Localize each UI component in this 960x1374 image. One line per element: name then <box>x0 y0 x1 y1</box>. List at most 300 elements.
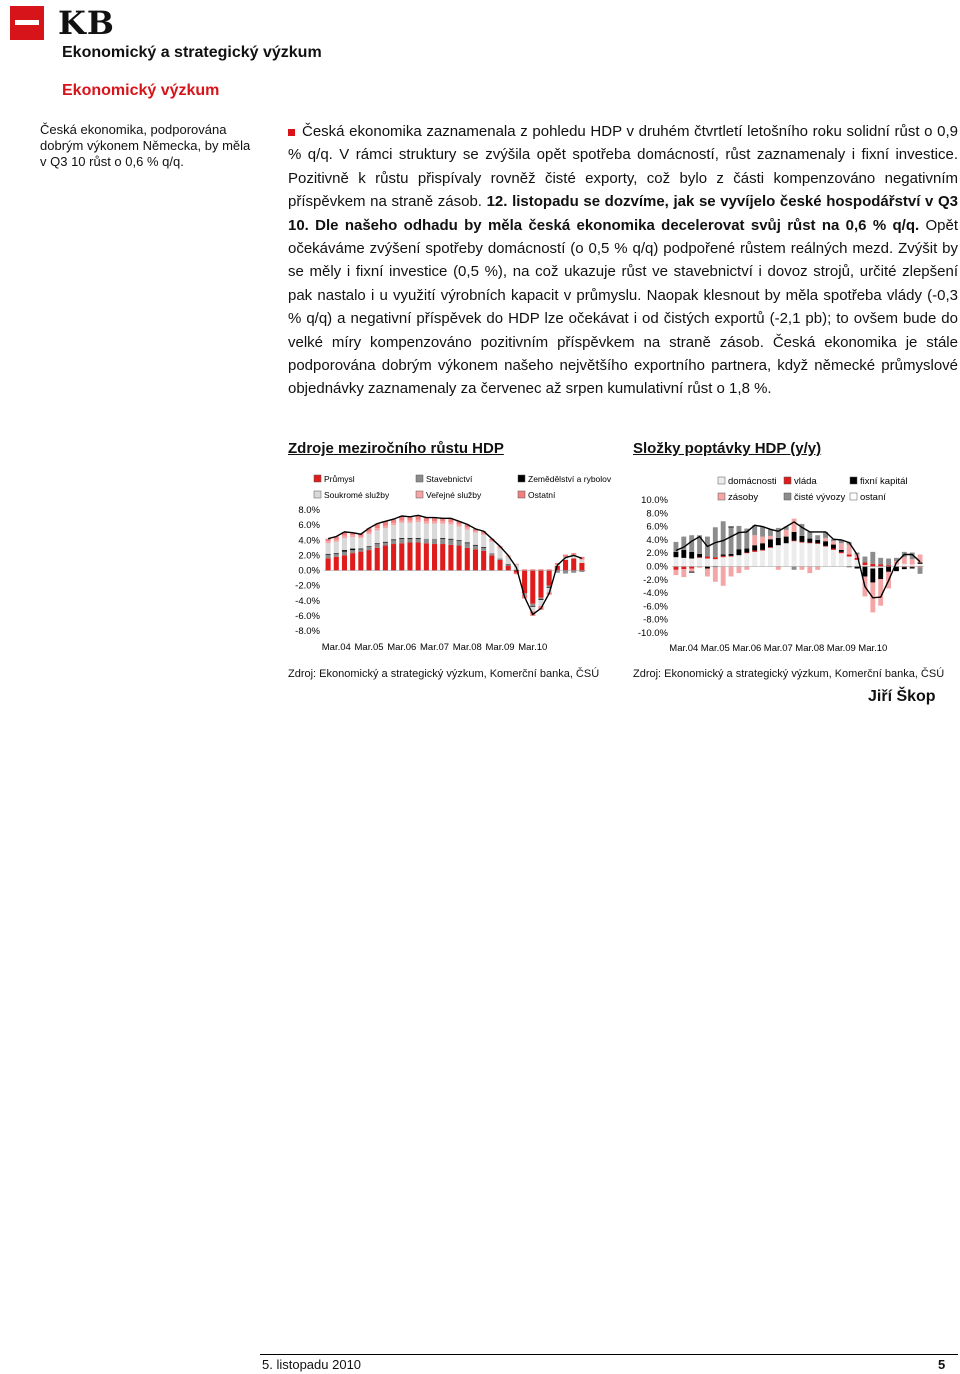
bar-segment <box>481 551 486 571</box>
bar-segment <box>407 521 412 523</box>
bar-segment <box>375 528 380 530</box>
bar-segment <box>547 571 552 586</box>
bar-segment <box>326 555 331 559</box>
bar-segment <box>705 568 710 576</box>
y-tick-label: -8.0% <box>643 614 668 626</box>
bar-segment <box>465 530 470 543</box>
bar-segment <box>760 537 765 544</box>
bar-segment <box>506 566 511 571</box>
bar-segment <box>448 545 453 571</box>
bar-segment <box>721 556 726 557</box>
bar-segment <box>563 560 568 571</box>
legend-swatch-2 <box>850 477 857 484</box>
bar-segment <box>862 563 867 566</box>
bar-segment <box>497 560 502 571</box>
bar-segment <box>432 539 437 544</box>
bar-segment <box>870 568 875 582</box>
side-summary: Česká ekonomika, podporována dobrým výkonem Německa, by měla v Q3 10 růst o 0,6 % q/q. <box>40 122 251 169</box>
bar-segment <box>407 538 412 539</box>
x-tick-label: Mar.09 <box>485 642 515 653</box>
gdp-line <box>328 515 582 614</box>
legend-label-5: ostaní <box>860 492 886 503</box>
bar-segment <box>334 554 339 557</box>
bar-segment <box>457 527 462 541</box>
bar-segment <box>391 544 396 570</box>
chart1-title: Zdroje meziročního růstu HDP <box>288 440 504 457</box>
bar-segment <box>736 526 741 549</box>
bar-segment <box>760 527 765 537</box>
x-tick-label: Mar.04 <box>669 643 699 654</box>
bar-segment <box>407 523 412 538</box>
bar-segment <box>697 557 702 558</box>
bar-segment <box>729 556 734 557</box>
x-tick-label: Mar.08 <box>795 643 825 654</box>
bar-segment <box>465 527 470 529</box>
bar-segment <box>736 567 741 574</box>
bar-segment <box>918 567 923 574</box>
x-tick-label: Mar.10 <box>518 642 548 653</box>
bar-segment <box>342 550 347 552</box>
bar-segment <box>713 557 718 559</box>
bar-segment <box>424 521 429 523</box>
bar-segment <box>815 544 820 567</box>
bar-segment <box>416 522 421 538</box>
bar-segment <box>870 567 875 569</box>
y-tick-label: 4.0% <box>646 534 668 546</box>
bar-segment <box>571 571 576 573</box>
bar-segment <box>530 606 535 607</box>
bar-segment <box>721 521 726 554</box>
legend-label-3: zásoby <box>728 492 759 503</box>
y-tick-label: -10.0% <box>637 628 668 639</box>
x-tick-label: Mar.07 <box>420 642 450 653</box>
bar-segment <box>815 535 820 540</box>
bar-segment <box>416 520 421 522</box>
y-tick-label: -4.0% <box>643 588 668 600</box>
bar-segment <box>697 558 702 567</box>
bar-segment <box>383 543 388 546</box>
bar-segment <box>705 557 710 559</box>
bar-segment <box>326 541 331 543</box>
bar-segment <box>862 557 867 563</box>
bar-segment <box>579 559 584 560</box>
bar-segment <box>497 549 502 559</box>
bar-segment <box>831 549 836 550</box>
bar-segment <box>448 539 453 540</box>
chart1-source: Zdroj: Ekonomický a strategický výzkum, Komerční banka, ČSÚ <box>288 668 600 680</box>
bar-segment <box>752 545 757 550</box>
legend-swatch-1 <box>784 477 791 484</box>
bar-segment <box>366 534 371 546</box>
bar-segment <box>579 563 584 571</box>
bar-segment <box>440 539 445 544</box>
bar-segment <box>776 538 781 545</box>
bar-segment <box>424 539 429 544</box>
bar-segment <box>729 527 734 528</box>
bar-segment <box>432 544 437 570</box>
bar-segment <box>902 564 907 567</box>
bar-segment <box>744 553 749 566</box>
bar-segment <box>902 557 907 564</box>
bar-segment <box>689 559 694 567</box>
bar-segment <box>918 563 923 564</box>
bar-segment <box>776 545 781 566</box>
bar-segment <box>831 541 836 544</box>
bar-segment <box>807 539 812 543</box>
bar-segment <box>326 554 331 555</box>
bar-segment <box>784 543 789 566</box>
bar-segment <box>391 540 396 544</box>
bar-segment <box>673 552 678 557</box>
bar-segment <box>870 564 875 567</box>
legend-label-5: Ostatní <box>528 490 556 500</box>
bar-segment <box>760 543 765 550</box>
bar-segment <box>489 553 494 555</box>
bar-segment <box>768 536 773 539</box>
bar-segment <box>784 530 789 537</box>
bar-segment <box>768 547 773 548</box>
bar-segment <box>792 567 797 570</box>
bar-segment <box>465 548 470 571</box>
bar-segment <box>473 545 478 546</box>
legend-swatch-2 <box>518 475 525 482</box>
brand-logo-text: KB <box>58 4 115 42</box>
bar-segment <box>697 554 702 557</box>
bar-segment <box>465 543 470 548</box>
bar-segment <box>326 539 331 541</box>
bar-segment <box>776 567 781 570</box>
bar-segment <box>383 542 388 543</box>
bar-segment <box>571 558 576 570</box>
bar-segment <box>358 549 363 551</box>
bar-segment <box>366 547 371 550</box>
bar-segment <box>721 555 726 556</box>
bar-segment <box>342 552 347 556</box>
main-paragraph <box>288 120 958 401</box>
legend-swatch-0 <box>314 475 321 482</box>
gdp-line <box>676 522 920 598</box>
bar-segment <box>681 567 686 570</box>
footer-date: 5. listopadu 2010 <box>262 1357 362 1372</box>
x-tick-label: Mar.04 <box>321 642 351 653</box>
bar-segment <box>432 524 437 539</box>
bar-segment <box>448 524 453 538</box>
bar-segment <box>729 527 734 554</box>
bar-segment <box>579 560 584 563</box>
bar-segment <box>673 567 678 570</box>
y-tick-label: -2.0% <box>643 574 668 586</box>
bar-segment <box>768 539 773 547</box>
bar-segment <box>473 531 478 533</box>
bar-segment <box>407 539 412 543</box>
bar-segment <box>391 539 396 540</box>
bar-segment <box>448 539 453 544</box>
bar-segment <box>768 548 773 567</box>
kb-logo-bar <box>15 20 39 25</box>
bar-segment <box>910 559 915 564</box>
bar-segment <box>424 524 429 539</box>
bar-segment <box>473 549 478 570</box>
legend-label-1: vláda <box>794 476 817 487</box>
bar-segment <box>689 552 694 559</box>
bar-segment <box>910 567 915 568</box>
legend-swatch-3 <box>718 493 725 500</box>
bar-segment <box>571 553 576 555</box>
bar-segment <box>366 546 371 547</box>
bar-segment <box>744 567 749 570</box>
x-tick-label: Mar.05 <box>700 643 730 654</box>
legend-swatch-0 <box>718 477 725 484</box>
bar-segment <box>399 523 404 538</box>
bar-segment <box>334 539 339 541</box>
bar-segment <box>807 543 812 566</box>
bar-segment <box>886 567 891 572</box>
bar-segment <box>489 555 494 570</box>
bar-segment <box>721 567 726 586</box>
bar-segment <box>862 567 867 577</box>
bar-segment <box>506 565 511 566</box>
bar-segment <box>855 567 860 569</box>
bar-segment <box>839 553 844 566</box>
bar-segment <box>784 537 789 544</box>
bar-segment <box>729 557 734 567</box>
x-tick-label: Mar.07 <box>763 643 793 654</box>
bar-segment <box>705 559 710 567</box>
legend-swatch-5 <box>850 493 857 500</box>
bar-segment <box>375 548 380 571</box>
bar-segment <box>776 528 781 538</box>
bar-segment <box>713 567 718 582</box>
x-tick-label: Mar.10 <box>858 643 888 654</box>
bar-segment <box>342 555 347 570</box>
bar-segment <box>457 540 462 541</box>
bar-segment <box>823 541 828 546</box>
bar-segment <box>831 545 836 549</box>
x-tick-label: Mar.05 <box>354 642 384 653</box>
x-tick-label: Mar.09 <box>826 643 856 654</box>
chart1-svg <box>280 466 612 662</box>
paragraph-bold: 12. listopadu se dozvíme, jak se vyvíjelo české hospodářství v Q3 10. Dle našeho odhadu by měla česká ekonomika decelerovat svůj růst na 0,6 % q/q. <box>288 193 959 234</box>
bar-segment <box>473 533 478 545</box>
bar-segment <box>334 557 339 571</box>
legend-label-0: domácnosti <box>728 476 777 487</box>
bar-segment <box>886 559 891 566</box>
bar-segment <box>530 571 535 604</box>
page-number: 5 <box>938 1357 946 1372</box>
y-tick-label: 0.0% <box>646 561 668 573</box>
bar-segment <box>530 604 535 606</box>
bar-segment <box>391 525 396 539</box>
y-tick-label: -4.0% <box>295 595 320 607</box>
bar-segment <box>481 547 486 548</box>
bar-segment <box>689 567 694 569</box>
bar-segment <box>399 543 404 570</box>
bar-segment <box>391 523 396 525</box>
bar-segment <box>799 543 804 567</box>
bar-segment <box>744 549 749 553</box>
y-tick-label: 10.0% <box>641 495 668 506</box>
bar-segment <box>326 543 331 554</box>
chart2-svg <box>628 466 958 662</box>
chart2-title: Složky poptávky HDP (y/y) <box>633 440 822 457</box>
author-name: Jiří Škop <box>868 688 936 705</box>
bar-segment <box>481 535 486 547</box>
bar-segment <box>342 536 347 538</box>
bar-segment <box>383 528 388 542</box>
bar-segment <box>705 567 710 569</box>
bar-segment <box>713 559 718 566</box>
bar-segment <box>334 553 339 554</box>
legend-swatch-5 <box>518 491 525 498</box>
bar-segment <box>823 538 828 541</box>
bar-segment <box>358 552 363 571</box>
bar-segment <box>910 565 915 567</box>
bar-segment <box>457 541 462 546</box>
bar-segment <box>440 524 445 538</box>
bar-segment <box>432 521 437 523</box>
bar-segment <box>878 568 883 579</box>
bar-segment <box>847 557 852 567</box>
bar-segment <box>870 552 875 564</box>
bar-segment <box>823 547 828 567</box>
bar-segment <box>416 543 421 571</box>
bar-segment <box>350 553 355 570</box>
bar-segment <box>847 555 852 557</box>
y-tick-label: 8.0% <box>646 508 668 520</box>
bar-segment <box>839 543 844 550</box>
bar-segment <box>350 549 355 551</box>
x-tick-label: Mar.06 <box>732 643 762 654</box>
chart2-source: Zdroj: Ekonomický a strategický výzkum, Komerční banka, ČSÚ <box>633 668 945 680</box>
bar-segment <box>448 522 453 524</box>
bar-segment <box>681 558 686 567</box>
legend-swatch-1 <box>416 475 423 482</box>
bar-segment <box>681 569 686 577</box>
bar-segment <box>673 570 678 575</box>
bar-segment <box>760 551 765 567</box>
y-tick-label: 4.0% <box>298 535 320 547</box>
legend-swatch-3 <box>314 491 321 498</box>
bar-segment <box>792 541 797 542</box>
legend-label-0: Průmysl <box>324 474 355 484</box>
legend-label-2: Zemědělství a rybolov <box>528 474 612 484</box>
bar-segment <box>681 550 686 558</box>
y-tick-label: -6.0% <box>295 610 320 622</box>
bar-segment <box>839 550 844 552</box>
bar-segment <box>752 535 757 545</box>
bar-segment <box>457 524 462 526</box>
bar-segment <box>358 538 363 549</box>
bar-segment <box>831 550 836 567</box>
bar-segment <box>366 532 371 534</box>
bar-segment <box>424 543 429 570</box>
bar-segment <box>440 544 445 570</box>
bar-segment <box>326 558 331 570</box>
y-tick-label: 6.0% <box>298 520 320 532</box>
section-title: Ekonomický výzkum <box>62 82 220 99</box>
bar-segment <box>489 542 494 553</box>
bar-segment <box>440 521 445 523</box>
bar-segment <box>473 546 478 550</box>
bar-segment <box>506 564 511 565</box>
bar-segment <box>457 546 462 571</box>
footer-divider <box>260 1354 958 1355</box>
legend-label-3: Soukromé služby <box>324 490 390 500</box>
bar-segment <box>807 532 812 539</box>
bar-segment <box>799 536 804 542</box>
y-tick-label: -2.0% <box>295 580 320 592</box>
bar-segment <box>350 537 355 548</box>
bar-segment <box>358 536 363 538</box>
bar-segment <box>375 543 380 544</box>
y-tick-label: -6.0% <box>643 601 668 613</box>
bar-segment <box>399 521 404 523</box>
bar-segment <box>399 538 404 539</box>
bar-segment <box>334 542 339 553</box>
bar-segment <box>416 539 421 543</box>
bar-segment <box>839 552 844 553</box>
bar-segment <box>736 555 741 566</box>
bar-segment <box>807 567 812 574</box>
bar-segment <box>440 538 445 539</box>
bar-segment <box>689 572 694 573</box>
bar-segment <box>792 532 797 541</box>
bar-segment <box>878 558 883 565</box>
x-tick-label: Mar.06 <box>387 642 417 653</box>
paragraph-part-1: Česká ekonomika zaznamenala z pohledu HDP v druhém čtvrtletí letošního roku solidní růst o 0,9 % q/q. V rámci struktury se zvýšila opět spotřeba domácností, růst zaznamenaly i fixní investice. Pozitivně k růstu přispívaly rovněž čisté exporty, což bylo z části kompenzováno negativním příspěvkem na straně zásob. <box>288 123 958 211</box>
bar-segment <box>760 550 765 551</box>
bar-segment <box>815 540 820 543</box>
bar-segment <box>342 538 347 550</box>
bar-segment <box>350 535 355 537</box>
bar-segment <box>538 571 543 598</box>
legend-swatch-4 <box>416 491 423 498</box>
bar-segment <box>383 526 388 528</box>
y-tick-label: 6.0% <box>646 521 668 533</box>
bar-segment <box>563 571 568 574</box>
y-tick-label: -8.0% <box>295 626 320 637</box>
bar-segment <box>538 599 543 600</box>
bar-segment <box>481 548 486 551</box>
bar-segment <box>689 535 694 552</box>
y-tick-label: 8.0% <box>298 505 320 516</box>
bar-segment <box>399 539 404 544</box>
bar-segment <box>752 552 757 567</box>
x-tick-label: Mar.08 <box>452 642 482 653</box>
legend-label-1: Stavebnictví <box>426 474 473 484</box>
bar-segment <box>729 554 734 556</box>
bar-segment <box>799 542 804 543</box>
bar-segment <box>729 567 734 577</box>
bar-segment <box>799 567 804 570</box>
bar-segment <box>416 538 421 539</box>
bar-segment <box>497 558 502 560</box>
bar-segment <box>752 551 757 552</box>
legend-label-2: fixní kapitál <box>860 476 908 487</box>
bar-segment <box>465 543 470 544</box>
bar-segment <box>383 546 388 571</box>
bar-segment <box>721 557 726 566</box>
bar-segment <box>792 519 797 532</box>
bar-segment <box>792 541 797 566</box>
bar-segment <box>407 543 412 571</box>
bar-segment <box>823 546 828 547</box>
bar-segment <box>918 564 923 567</box>
page-title: Ekonomický a strategický výzkum <box>62 44 322 61</box>
bar-segment <box>807 543 812 544</box>
y-tick-label: 2.0% <box>298 550 320 562</box>
bar-segment <box>350 550 355 553</box>
